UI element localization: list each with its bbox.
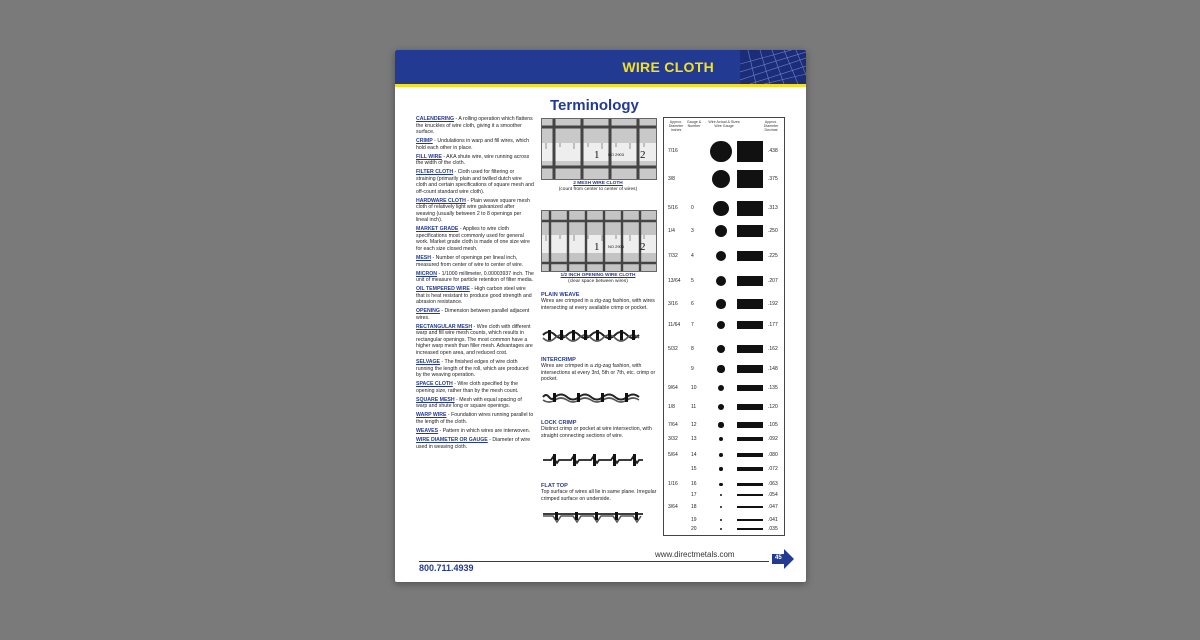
wire-size-dot bbox=[716, 251, 727, 262]
footer-phone: 800.711.4939 bbox=[419, 563, 474, 573]
gauge-number: 5 bbox=[691, 278, 694, 284]
gauge-number: 4 bbox=[691, 253, 694, 259]
weave-description: Distinct crimp or pocket at wire intersection, with straight connecting sections of wire. bbox=[541, 426, 652, 439]
ruler-number-left: 1 bbox=[594, 149, 600, 161]
wire-size-dot bbox=[720, 528, 722, 530]
gauge-decimal: .375 bbox=[768, 176, 778, 182]
gauge-number: 10 bbox=[691, 385, 697, 391]
wire-size-dot bbox=[719, 467, 722, 470]
footer-url: www.directmetals.com bbox=[655, 550, 735, 559]
term-name: OIL TEMPERED WIRE bbox=[416, 286, 470, 293]
term-entry bbox=[416, 271, 534, 284]
gauge-number: 3 bbox=[691, 228, 694, 234]
gauge-fraction: 1/16 bbox=[668, 481, 678, 487]
term-name: FILTER CLOTH bbox=[416, 169, 454, 176]
term-entry bbox=[416, 154, 534, 167]
ruler-number-right: 2 bbox=[640, 241, 646, 253]
term-entry bbox=[416, 428, 534, 435]
term-name: HARDWARE CLOTH bbox=[416, 197, 466, 204]
term-definition: - Foundation wires running parallel to the length of the cloth. bbox=[416, 412, 534, 425]
wire-size-bar bbox=[737, 321, 763, 329]
gauge-decimal: .054 bbox=[768, 492, 778, 498]
term-entry bbox=[416, 169, 534, 195]
section-title: WIRE CLOTH bbox=[622, 59, 714, 75]
wire-size-dot bbox=[718, 385, 724, 391]
term-definition: - Wire cloth with different warp and fill wire mesh counts, which results in rectangular openings. The most common have a higher warp mesh than filler mesh. Advantages are increased open area, and reduced cost. bbox=[416, 323, 533, 356]
weave-title: PLAIN WEAVE bbox=[541, 292, 580, 298]
wire-size-dot bbox=[718, 422, 723, 427]
gauge-number: 14 bbox=[691, 452, 697, 458]
page-number: 45 bbox=[775, 555, 782, 561]
gauge-number: 15 bbox=[691, 466, 697, 472]
wire-size-bar bbox=[737, 437, 763, 441]
gauge-number: 17 bbox=[691, 492, 697, 498]
weave-lock-crimp bbox=[541, 420, 659, 439]
page-heading: Terminology bbox=[550, 97, 639, 114]
gauge-number: 13 bbox=[691, 436, 697, 442]
gauge-fraction: 11/64 bbox=[668, 322, 681, 328]
wire-size-dot bbox=[717, 345, 725, 353]
plain-weave-diagram bbox=[541, 326, 645, 344]
wire-size-dot bbox=[719, 453, 723, 457]
term-definition: - Pattern in which wires are interwoven. bbox=[438, 427, 531, 434]
wire-size-bar bbox=[737, 453, 763, 457]
mesh-photo-half-inch bbox=[541, 210, 657, 272]
term-definition: - The finished edges of wire cloth running the length of the roll, which are produced by the weaving operation. bbox=[416, 359, 529, 379]
caption-text: (clear space between wires) bbox=[568, 279, 628, 284]
term-definition: - Undulations in warp and fill wires, which hold each other in place. bbox=[416, 138, 530, 151]
gauge-number: 16 bbox=[691, 481, 697, 487]
term-definition: - Cloth used for filtering or straining (primarily plain and twilled dutch wire cloth and certain specifications of square mesh and off-count standard wire cloth). bbox=[416, 169, 534, 195]
term-definition: - Applies to wire cloth specifications most commonly used for general work. Market grade cloth is made of one size wire for each size closed mesh. bbox=[416, 226, 530, 252]
weave-title: LOCK CRIMP bbox=[541, 420, 577, 426]
gauge-decimal: .063 bbox=[768, 481, 778, 487]
catalog-page bbox=[395, 50, 806, 582]
gauge-decimal: .225 bbox=[768, 253, 778, 259]
wire-size-dot bbox=[716, 276, 726, 286]
terminology-list bbox=[416, 116, 534, 453]
gauge-fraction: 7/32 bbox=[668, 253, 678, 259]
term-entry bbox=[416, 324, 534, 357]
gauge-fraction: 5/32 bbox=[668, 346, 678, 352]
wire-size-bar bbox=[737, 276, 763, 286]
term-definition: - AKA shute wire, wire running across the width of the cloth. bbox=[416, 153, 530, 167]
wire-size-dot bbox=[710, 141, 731, 162]
weave-flat-top bbox=[541, 483, 659, 502]
ruler-number-right: 2 bbox=[640, 149, 646, 161]
gauge-fraction: 9/64 bbox=[668, 385, 678, 391]
gauge-number: 9 bbox=[691, 366, 694, 372]
term-name: SQUARE MESH bbox=[416, 396, 455, 403]
wire-size-bar bbox=[737, 299, 763, 308]
term-definition: - Mesh with equal spacing of warp and shute long or square openings. bbox=[416, 396, 522, 410]
wire-size-dot bbox=[715, 225, 727, 237]
gauge-number: 19 bbox=[691, 517, 697, 523]
term-name: RECTANGULAR MESH bbox=[416, 323, 473, 330]
wire-size-dot bbox=[716, 299, 725, 308]
term-entry bbox=[416, 381, 534, 394]
gauge-decimal: .162 bbox=[768, 346, 778, 352]
gauge-decimal: .207 bbox=[768, 278, 778, 284]
weave-title: INTERCRIMP bbox=[541, 357, 576, 363]
gauge-decimal: .177 bbox=[768, 322, 778, 328]
gauge-number: 11 bbox=[691, 404, 697, 410]
gauge-decimal: .192 bbox=[768, 301, 778, 307]
header-stripe bbox=[395, 84, 806, 87]
gauge-number: 7 bbox=[691, 322, 694, 328]
lock-crimp-diagram bbox=[541, 451, 645, 469]
gauge-number: 18 bbox=[691, 504, 697, 510]
gauge-fraction: 5/16 bbox=[668, 205, 678, 211]
wire-size-dot bbox=[719, 437, 723, 441]
term-definition: - Plain weave square mesh cloth of relatively light wire galvanized after weaving (usually between 2 to 8 openings per lineal inch). bbox=[416, 197, 530, 224]
photo-caption-2 bbox=[541, 273, 655, 285]
wire-size-bar bbox=[737, 385, 763, 391]
wire-size-bar bbox=[737, 519, 763, 521]
term-name: MARKET GRADE bbox=[416, 226, 459, 233]
wire-size-dot bbox=[718, 404, 724, 410]
weave-plain bbox=[541, 292, 659, 311]
wire-size-bar bbox=[737, 494, 763, 497]
gauge-number: 0 bbox=[691, 205, 694, 211]
ruler-label: NO 2903 bbox=[608, 152, 625, 157]
gauge-decimal: .313 bbox=[768, 205, 778, 211]
term-entry bbox=[416, 198, 534, 224]
term-entry bbox=[416, 226, 534, 252]
gauge-fraction: 1/4 bbox=[668, 228, 675, 234]
term-entry bbox=[416, 308, 534, 321]
weave-intercrimp bbox=[541, 357, 659, 382]
wire-size-dot bbox=[717, 365, 724, 372]
term-name: CRIMP bbox=[416, 138, 433, 145]
wire-size-dot bbox=[719, 483, 722, 486]
wire-size-dot bbox=[720, 519, 722, 521]
wire-size-bar bbox=[737, 365, 763, 372]
term-name: SPACE CLOTH bbox=[416, 381, 453, 388]
wire-size-bar bbox=[737, 506, 763, 508]
term-entry bbox=[416, 255, 534, 268]
term-definition: - High carbon steel wire that is heat resistant to produce good strength and abrasion resistance. bbox=[416, 286, 532, 306]
gauge-decimal: .041 bbox=[768, 517, 778, 523]
gauge-decimal: .092 bbox=[768, 436, 778, 442]
photo-caption-1 bbox=[541, 181, 655, 193]
term-name: WIRE DIAMETER OR GAUGE bbox=[416, 437, 488, 443]
term-definition: - A rolling operation which flattens the knuckles of wire cloth, giving it a smoother surface. bbox=[416, 116, 533, 135]
flat-top-diagram bbox=[541, 508, 645, 526]
gauge-decimal: .120 bbox=[768, 404, 778, 410]
weave-description: Wires are crimped in a zig-zag fashion, with wires intersecting at every available crimp or pocket. bbox=[541, 298, 655, 311]
wire-size-bar bbox=[737, 528, 763, 530]
gauge-header-fraction: Approx. Diameter Inches bbox=[668, 120, 684, 133]
gauge-decimal: .135 bbox=[768, 385, 778, 391]
gauge-fraction: 7/64 bbox=[668, 422, 678, 428]
term-entry bbox=[416, 359, 534, 379]
wire-size-bar bbox=[737, 225, 763, 237]
intercrimp-diagram bbox=[541, 388, 645, 406]
gauge-fraction: 3/64 bbox=[668, 504, 678, 510]
term-entry bbox=[416, 437, 534, 450]
term-name: MICRON bbox=[416, 270, 438, 277]
caption-text: (count from center to center of wires) bbox=[558, 187, 638, 192]
term-entry bbox=[416, 412, 534, 425]
gauge-decimal: .438 bbox=[768, 148, 778, 154]
wire-size-bar bbox=[737, 483, 763, 486]
gauge-decimal: .047 bbox=[768, 504, 778, 510]
gauge-header-number: Gauge & Number bbox=[686, 120, 702, 129]
wire-size-bar bbox=[737, 467, 763, 470]
term-name: SELVAGE bbox=[416, 359, 441, 366]
weave-description: Top surface of wires all lie in same plane. Irregular crimped surface on underside. bbox=[541, 489, 657, 502]
term-entry bbox=[416, 138, 534, 151]
term-definition: - Number of openings per lineal inch, measured from center of wire to center of wire. bbox=[416, 255, 524, 268]
wire-size-dot bbox=[713, 201, 728, 216]
gauge-header-decimal: Approx. Diameter Decimal bbox=[763, 120, 779, 133]
gauge-fraction: 3/32 bbox=[668, 436, 678, 442]
wire-size-dot bbox=[720, 494, 723, 497]
ruler-number-left: 1 bbox=[594, 241, 600, 253]
mesh-photo-2-mesh bbox=[541, 118, 657, 180]
term-name: WEAVES bbox=[416, 427, 439, 434]
term-definition: - Diameter of wire used in weaving cloth. bbox=[416, 437, 531, 450]
wire-size-dot bbox=[720, 506, 722, 508]
wire-size-bar bbox=[737, 141, 763, 162]
gauge-decimal: .035 bbox=[768, 526, 778, 532]
wire-size-bar bbox=[737, 345, 763, 353]
gauge-header-size: Wire Actual & Sizes Wire Gauge bbox=[708, 120, 740, 129]
gauge-decimal: .148 bbox=[768, 366, 778, 372]
footer-rule bbox=[419, 561, 769, 562]
term-entry bbox=[416, 397, 534, 410]
wire-size-bar bbox=[737, 404, 763, 410]
gauge-number: 12 bbox=[691, 422, 697, 428]
term-definition: - 1/1000 millimeter, 0.00003937 inch. The unit of measure for particle retention of filter media. bbox=[416, 270, 534, 284]
term-definition: - Wire cloth specified by the opening size, rather than by the mesh count. bbox=[416, 381, 519, 394]
weave-title: FLAT TOP bbox=[541, 483, 568, 489]
term-name: MESH bbox=[416, 255, 431, 262]
caption-title: 1/2 INCH OPENING WIRE CLOTH bbox=[560, 273, 636, 278]
wire-size-bar bbox=[737, 201, 763, 216]
wire-gauge-table bbox=[663, 117, 785, 536]
gauge-decimal: .072 bbox=[768, 466, 778, 472]
gauge-fraction: 5/64 bbox=[668, 452, 678, 458]
gauge-number: 20 bbox=[691, 526, 697, 532]
term-name: WARP WIRE bbox=[416, 412, 447, 419]
term-name: CALENDERING bbox=[416, 116, 455, 122]
wire-size-bar bbox=[737, 170, 763, 188]
gauge-fraction: 3/8 bbox=[668, 176, 675, 182]
term-definition: - Dimension between parallel adjacent wires. bbox=[416, 308, 530, 321]
term-name: FILL WIRE bbox=[416, 153, 442, 160]
wire-mesh-graphic bbox=[740, 50, 806, 84]
term-name: OPENING bbox=[416, 308, 440, 315]
gauge-decimal: .250 bbox=[768, 228, 778, 234]
caption-title: 2 MESH WIRE CLOTH bbox=[573, 181, 623, 186]
term-entry bbox=[416, 116, 534, 136]
term-entry bbox=[416, 286, 534, 306]
wire-size-dot bbox=[717, 321, 725, 329]
gauge-fraction: 1/8 bbox=[668, 404, 675, 410]
gauge-decimal: .080 bbox=[768, 452, 778, 458]
wire-size-bar bbox=[737, 251, 763, 262]
header-banner bbox=[395, 50, 806, 84]
gauge-decimal: .105 bbox=[768, 422, 778, 428]
weave-description: Wires are crimped in a zig-zag fashion, with intersections at every 3rd, 5th or 7th, etc. crimp or pocket. bbox=[541, 363, 656, 382]
gauge-number: 8 bbox=[691, 346, 694, 352]
gauge-fraction: 7/16 bbox=[668, 148, 678, 154]
gauge-fraction: 3/16 bbox=[668, 301, 678, 307]
wire-size-dot bbox=[712, 170, 730, 188]
gauge-fraction: 13/64 bbox=[668, 278, 681, 284]
wire-size-bar bbox=[737, 422, 763, 427]
ruler-label: NO 2903 bbox=[608, 244, 625, 249]
gauge-number: 6 bbox=[691, 301, 694, 307]
